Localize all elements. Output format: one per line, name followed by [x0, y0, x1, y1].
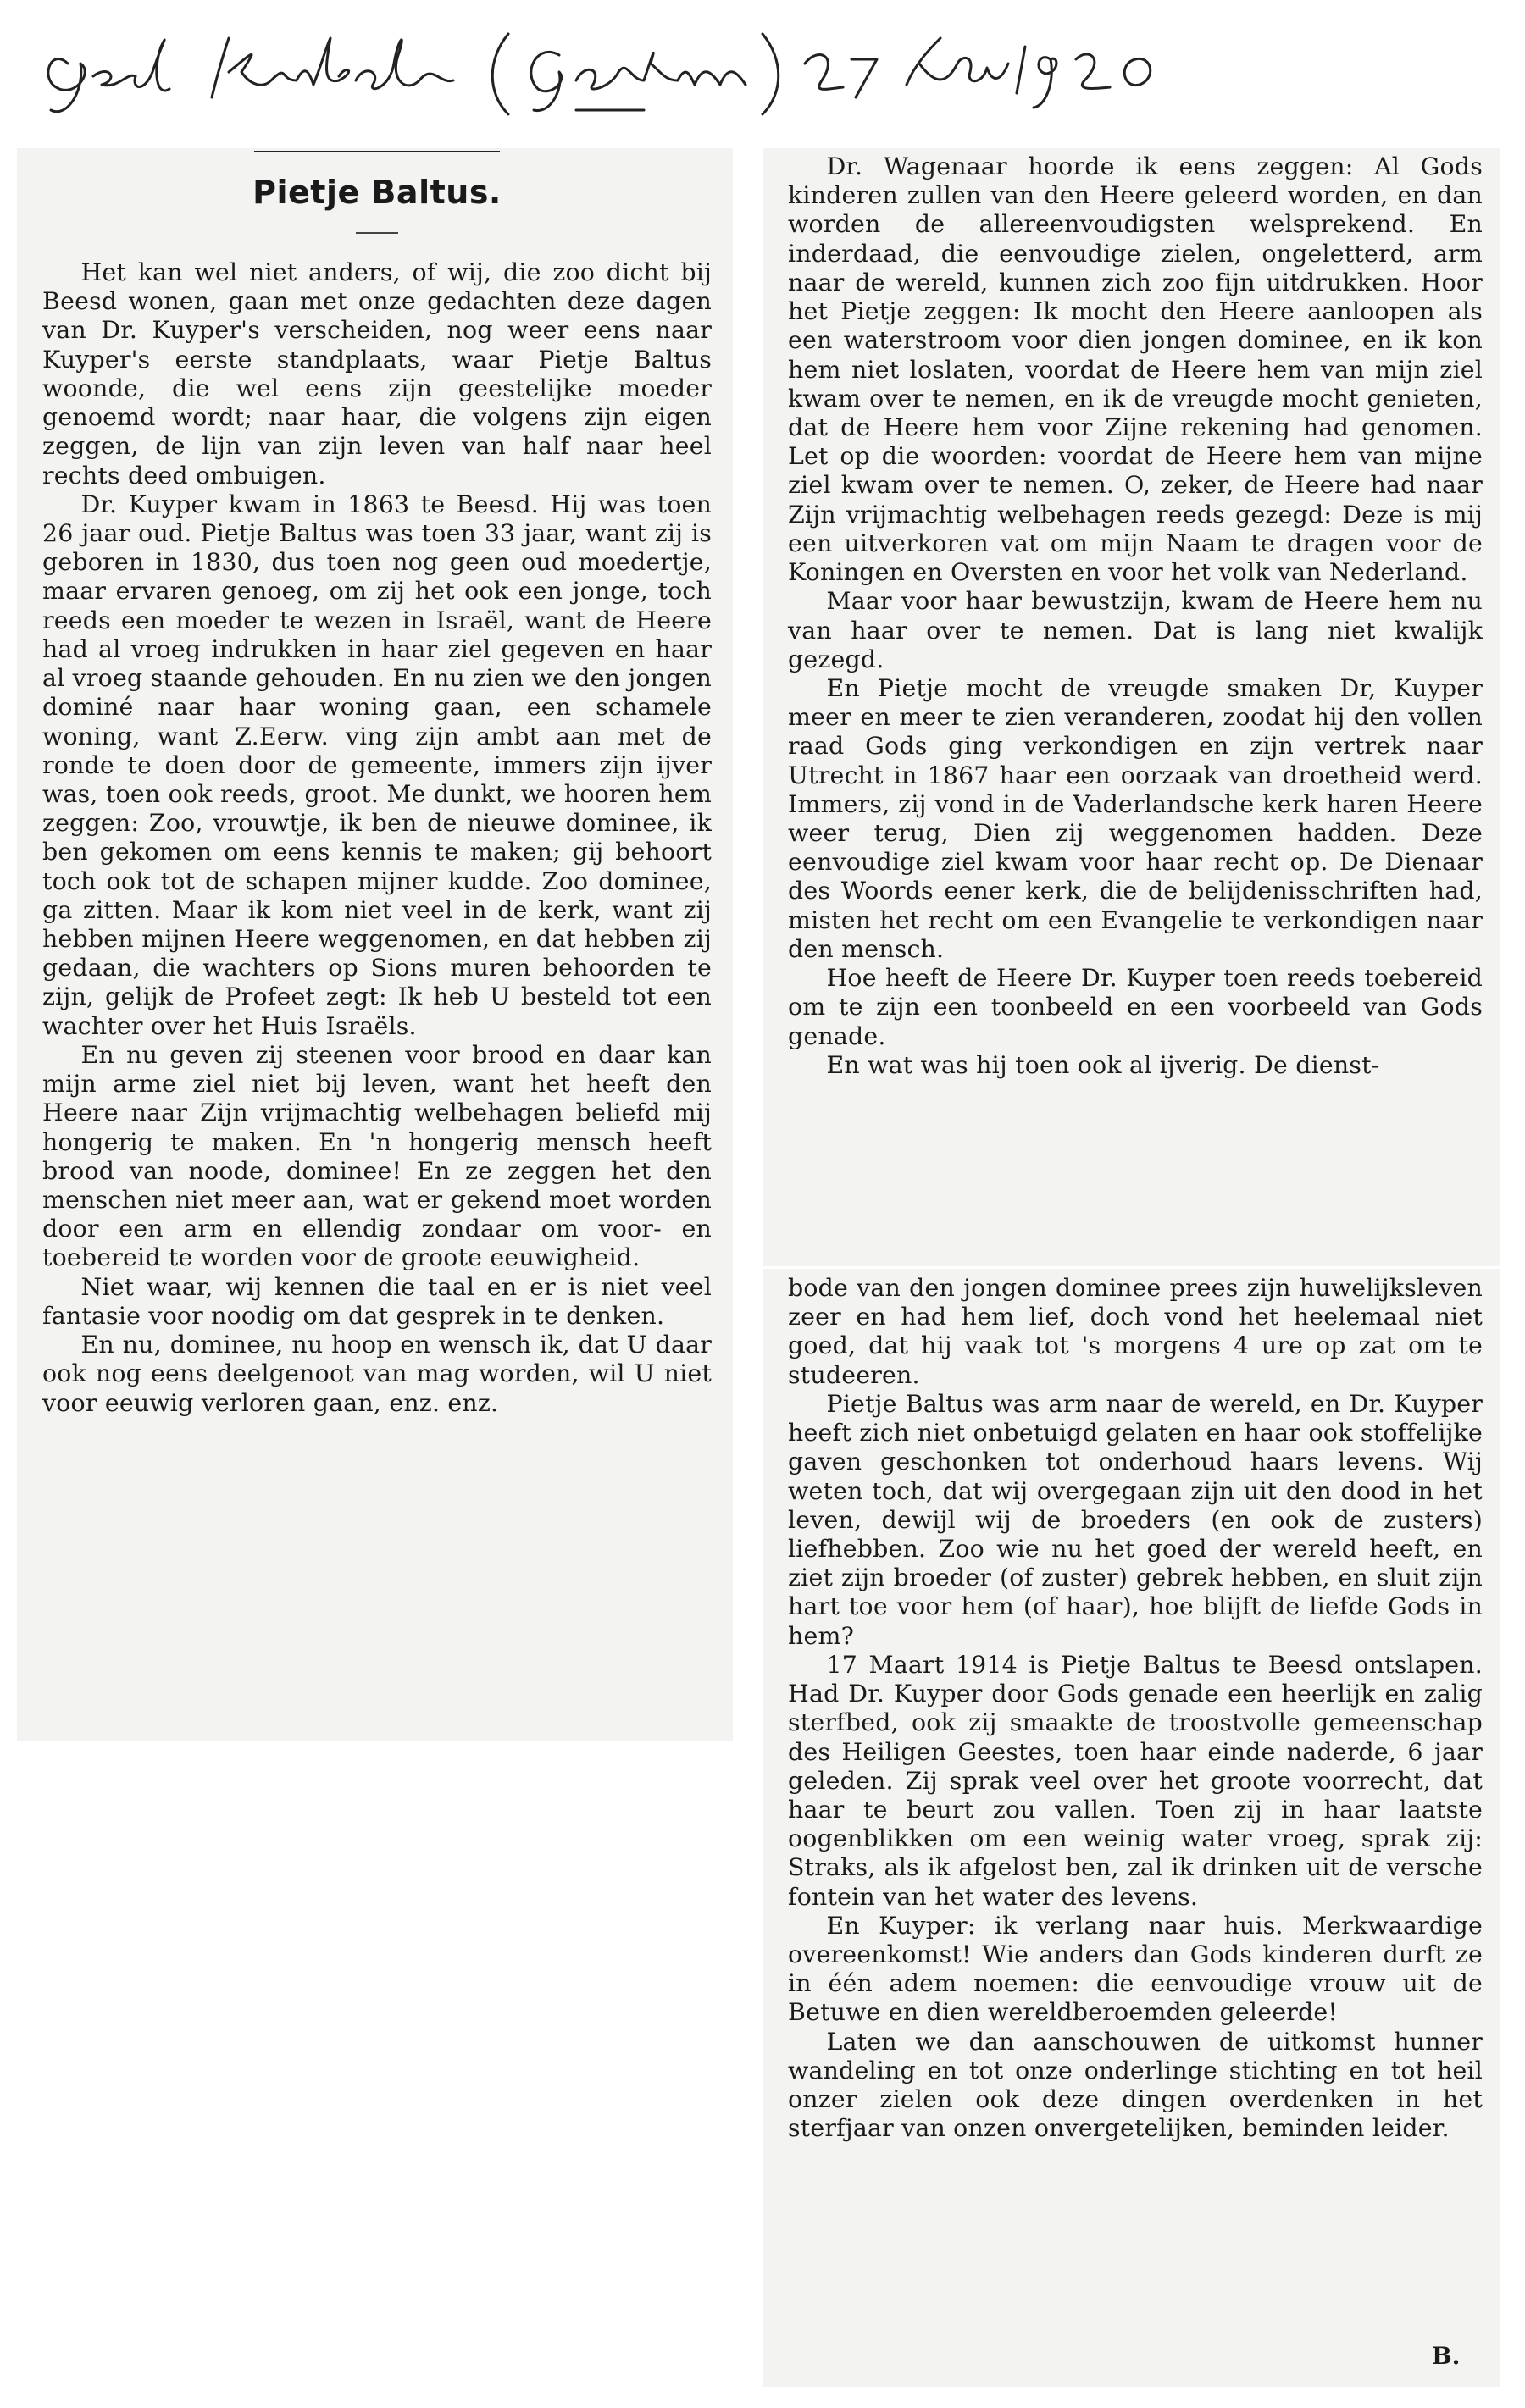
- paragraph: 17 Maart 1914 is Pietje Baltus te Beesd ontslapen. Had Dr. Kuyper door Gods genade een heerlijk en zalig sterfbed, ook zij smaakte de troostvolle gemeenschap des Heiligen Geestes, toen haar einde naderde, 6 jaar geleden. Zij sprak veel over het groote voorrecht, dat haar te beurt zou vallen. Toen zij in haar laatste oogenblikken om een weinig water vroeg, sprak zij: Straks, als ik afgelost ben, zal ik drinken uit de versche fontein van het water des levens.: [788, 1650, 1483, 1911]
- handwriting-scribble: [34, 13, 1356, 123]
- title-divider: [356, 232, 398, 234]
- paragraph: Niet waar, wij kennen die taal en er is niet veel fantasie voor noodig om dat gesprek in te denken.: [42, 1272, 712, 1330]
- top-rule: [254, 151, 500, 152]
- left-column-text: [42, 258, 712, 1418]
- paragraph: Pietje Baltus was arm naar de wereld, en Dr. Kuyper heeft zich niet onbetuigd gelaten en haar ook stoffelijke gaven geschonken tot onderhoud haars levens. Wij weten toch, dat wij overgegaan zijn uit den dood in het leven, dewijl wij de broeders (en ook de zusters) liefhebben. Zoo wie nu het goed der wereld heeft, en ziet zijn broeder (of zuster) gebrek hebben, en sluit zijn hart toe voor hem (of haar), hoe blijft de liefde Gods in hem?: [788, 1389, 1483, 1650]
- paragraph: Het kan wel niet anders, of wij, die zoo dicht bij Beesd wonen, gaan met onze gedachten deze dagen van Dr. Kuyper's verscheiden, nog weer eens naar Kuyper's eerste standplaats, waar Pietje Baltus woonde, die wel eens zijn geestelijke moeder genoemd wordt; naar haar, die volgens zijn eigen zeggen, de lijn van zijn leven van half naar heel rechts deed ombuigen.: [42, 258, 712, 490]
- paragraph: Laten we dan aanschouwen de uitkomst hunner wandeling en tot onze onderlinge stichting en tot heil onzer zielen ook deze dingen overdenken in het sterfjaar van onzen onvergetelijken, beminden leider.: [788, 2027, 1483, 2143]
- paragraph-continuation: bode van den jongen dominee prees zijn huwelijksleven zeer en had hem lief, doch vond het heelemaal niet goed, dat hij vaak tot 's morgens 4 ure op zat om te studeeren.: [788, 1274, 1483, 1389]
- paragraph: Hoe heeft de Heere Dr. Kuyper toen reeds toebereid om te zijn een toonbeeld en een voorbeeld van Gods genade.: [788, 964, 1483, 1050]
- right-column-top-text: [788, 152, 1483, 1080]
- right-column-bottom-text: [788, 1274, 1483, 2144]
- article-title: Pietje Baltus.: [252, 174, 502, 211]
- paragraph: En Pietje mocht de vreugde smaken Dr, Kuyper meer en meer te zien veranderen, zoodat hij den vollen raad Gods ging verkondigen en zijn vertrek naar Utrecht in 1867 haar een oorzaak van droetheid werd. Immers, zij vond in de Vaderlandsche kerk haren Heere weer terug, Dien zij weggenomen hadden. Deze eenvoudige ziel kwam voor haar recht op. De Dienaar des Woords eener kerk, die de belijdenisschriften had, misten het recht om een Evangelie te verkondigen naar den mensch.: [788, 673, 1483, 963]
- paragraph: Dr. Kuyper kwam in 1863 te Beesd. Hij was toen 26 jaar oud. Pietje Baltus was toen 33 jaar, want zij is geboren in 1830, dus toen nog geen oud moedertje, maar ervaren genoeg, om zij het ook een jonge, toch reeds een moeder te wezen in Israël, want de Heere had al vroeg indrukken in haar ziel gegeven en haar al vroeg staande gehouden. En nu zien we den jongen dominé naar haar woning gaan, een schamele woning, want Z.Eerw. ving zijn ambt aan met de ronde te doen door de gemeente, immers zijn ijver was, toen ook reeds, groot. Me dunkt, we hooren hem zeggen: Zoo, vrouwtje, ik ben de nieuwe dominee, ik ben gekomen om eens kennis te maken; gij behoort toch ook tot de schapen mijner kudde. Zoo dominee, ga zitten. Maar ik kom niet veel in de kerk, want zij hebben mijnen Heere weggenomen, en dat hebben zij gedaan, die wachters op Sions muren behoorden te zijn, gelijk de Profeet zegt: Ik heb U besteld tot een wachter over het Huis Israëls.: [42, 490, 712, 1040]
- paragraph: En nu, dominee, nu hoop en wensch ik, dat U daar ook nog eens deelgenoot van mag worden, wil U niet voor eeuwig verloren gaan, enz. enz.: [42, 1331, 712, 1417]
- author-signature: B.: [1432, 2342, 1461, 2370]
- paragraph: En Kuyper: ik verlang naar huis. Merkwaardige overeenkomst! Wie anders dan Gods kinderen durft ze in één adem noemen: die eenvoudige vrouw uit de Betuwe en dien wereldberoemden geleerde!: [788, 1911, 1483, 2027]
- paragraph: En wat was hij toen ook al ijverig. De dienst-: [826, 1050, 1380, 1079]
- paragraph: En nu geven zij steenen voor brood en daar kan mijn arme ziel niet bij leven, want het heeft den Heere naar Zijn vrijmachtig welbehagen beliefd mij hongerig te maken. En 'n hongerig mensch heeft brood van noode, dominee! En ze zeggen het den menschen niet meer aan, wat er gekend moet worden door een arm en ellendig zondaar om voor- en toebereid te worden voor de groote eeuwigheid.: [42, 1040, 712, 1272]
- paragraph: Dr. Wagenaar hoorde ik eens zeggen: Al Gods kinderen zullen van den Heere geleerd worden, en dan worden de allereenvoudigsten welsprekend. En inderdaad, die eenvoudige zielen, ongeletterd, arm naar de wereld, kunnen zich zoo fijn uitdrukken. Hoor het Pietje zeggen: Ik mocht den Heere aanloopen als een waterstroom voor dien jongen dominee, en ik kon hem niet loslaten, voordat de Heere hem van mijn ziel kwam over te nemen, en ik de vreugde mocht genieten, dat de Heere hem voor Zijne rekening had genomen. Let op die woorden: voordat de Heere hem van mijne ziel kwam over te nemen. O, zeker, de Heere had naar Zijn vrijmachtig welbehagen reeds gezegd: Deze is mij een uitverkoren vat om mijn Naam te dragen voor de Koningen en Oversten en voor het volk van Nederland.: [788, 152, 1483, 587]
- handwritten-source-note: [34, 13, 1356, 123]
- paragraph: Maar voor haar bewustzijn, kwam de Heere hem nu van haar over te nemen. Dat is lang niet kwalijk gezegd.: [788, 587, 1483, 673]
